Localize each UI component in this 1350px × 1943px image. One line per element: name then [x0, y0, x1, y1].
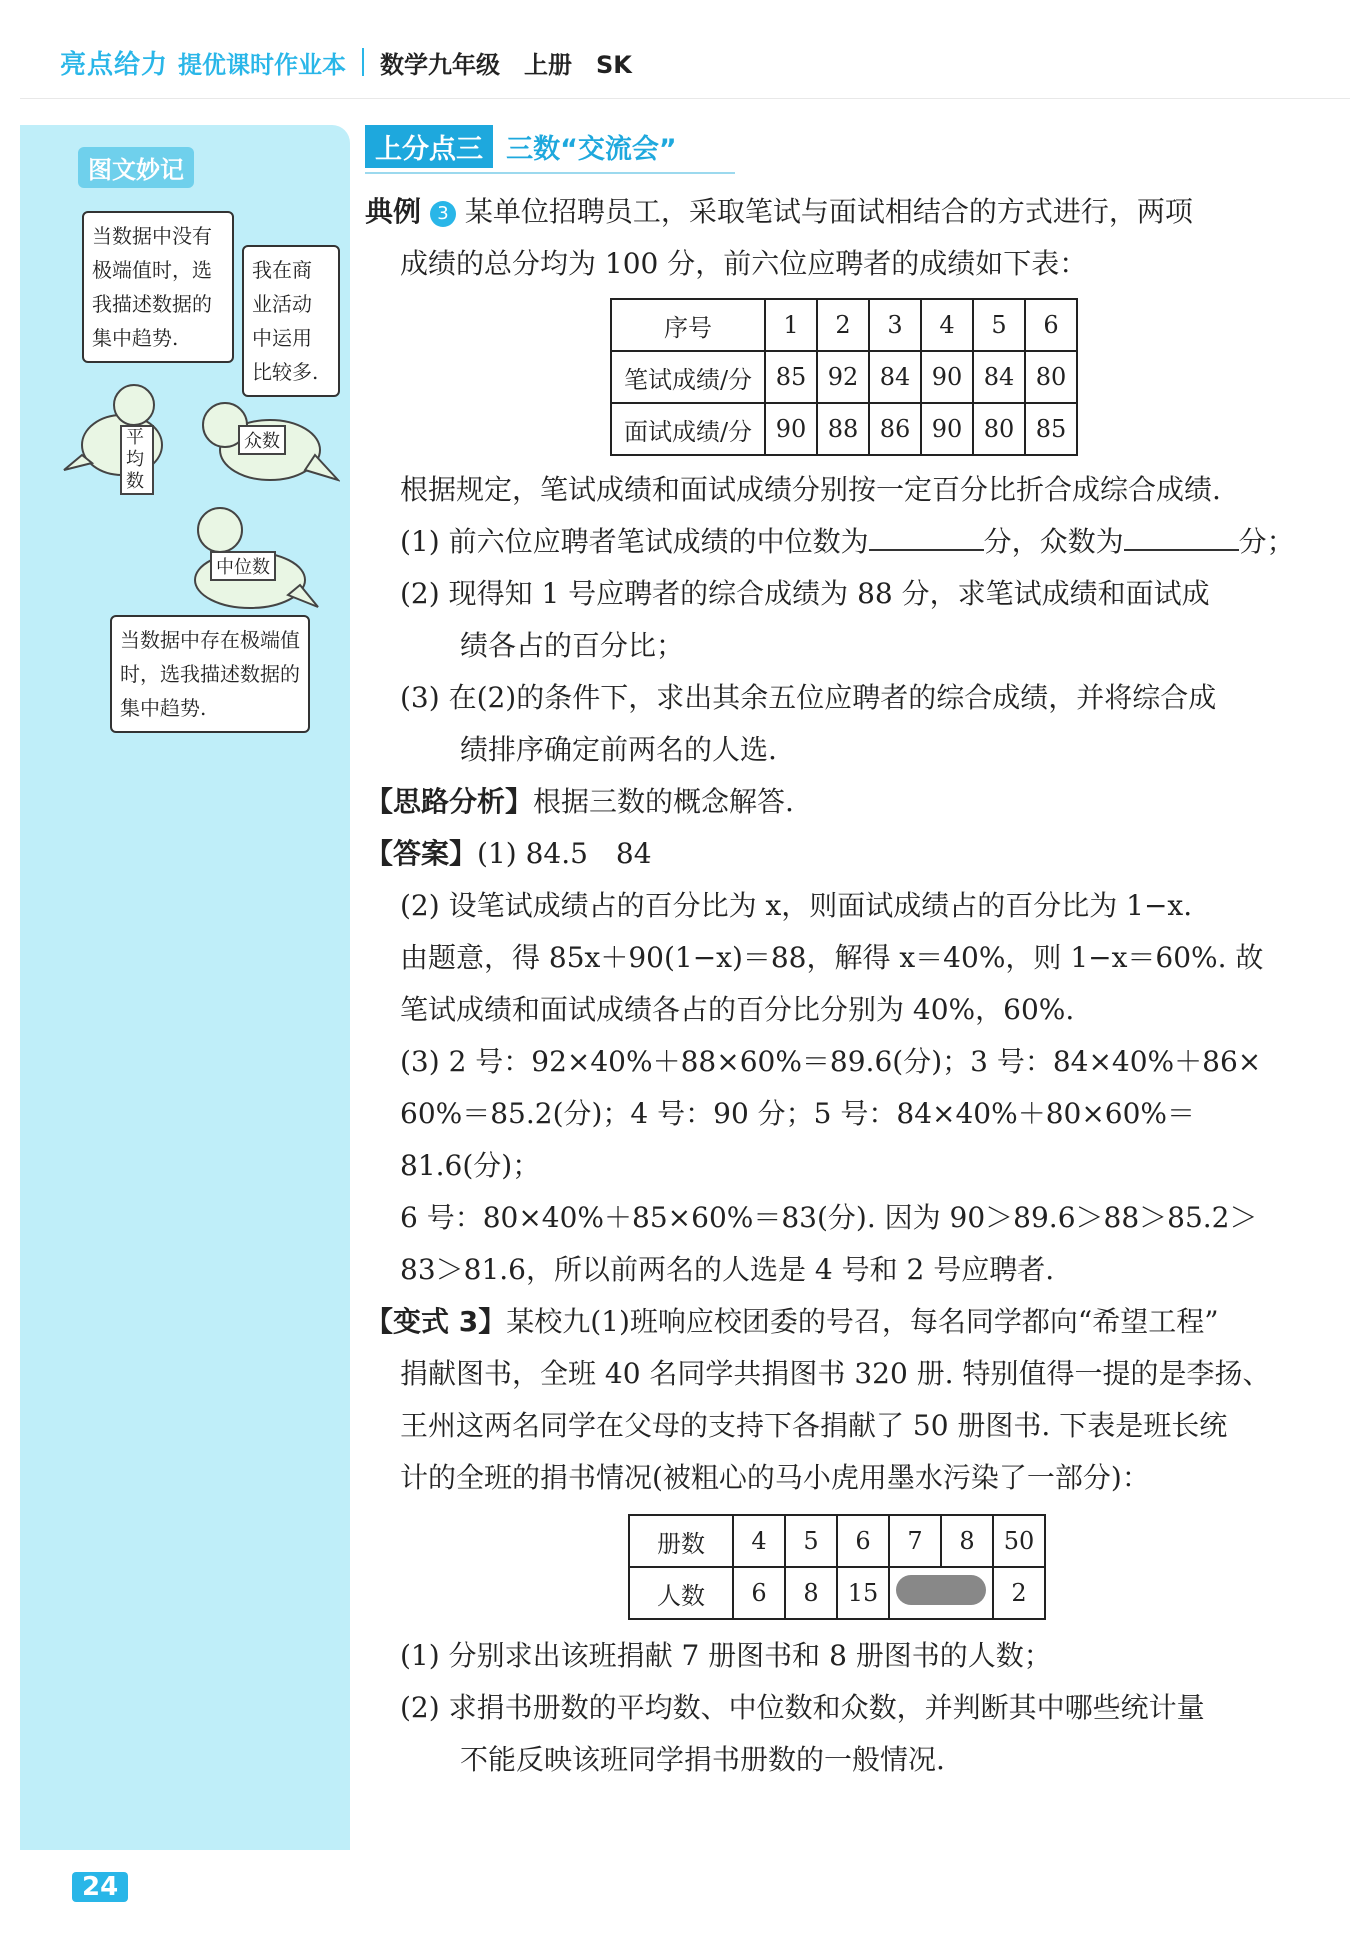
question-2-line1: (2) 现得知 1 号应聘者的综合成绩为 88 分，求笔试成绩和面试成 — [400, 577, 1210, 610]
example-intro-line1: 某单位招聘员工，采取笔试与面试相结合的方式进行，两项 — [464, 195, 1193, 228]
answer-1 — [365, 828, 1310, 880]
table-cell: 6 — [733, 1567, 785, 1619]
table-cell: 80 — [973, 403, 1025, 455]
dino-mean-label: 平均数 — [120, 425, 154, 495]
table-cell: 5 — [973, 299, 1025, 351]
variant-question-2-line2: 不能反映该班同学捐书册数的一般情况. — [460, 1743, 945, 1776]
ink-stain — [896, 1575, 986, 1605]
variant-line4: 计的全班的捐书情况(被粗心的马小虎用墨水污染了一部分)： — [400, 1461, 1150, 1494]
answer-text: (1) 84.5 84 — [477, 837, 652, 870]
variant-line1 — [365, 1296, 1310, 1348]
question-text: (1) 前六位应聘者笔试成绩的中位数为 — [400, 525, 869, 558]
table-cell: 面试成绩/分 — [611, 403, 765, 455]
variant-label: 【变式 3】 — [365, 1305, 507, 1338]
page-header — [60, 42, 632, 82]
table-cell: 88 — [817, 403, 869, 455]
table-cell: 5 — [785, 1515, 837, 1567]
answer-2-line3: 笔试成绩和面试成绩各占的百分比分别为 40%，60%. — [400, 993, 1075, 1026]
example-rule: 根据规定，笔试成绩和面试成绩分别按一定百分比折合成综合成绩. — [400, 473, 1221, 506]
table-cell: 85 — [765, 351, 817, 403]
table-cell: 6 — [1025, 299, 1077, 351]
table-cell: 84 — [869, 351, 921, 403]
table-row — [611, 351, 1077, 403]
table-cell: 15 — [837, 1567, 889, 1619]
donation-table — [628, 1514, 1046, 1620]
answer-3-line2: 60%＝85.2(分)；4 号：90 分；5 号：84×40%＋80×60%＝81.6(分)； — [400, 1097, 1196, 1182]
table-cell: 86 — [869, 403, 921, 455]
dino-median-label: 中位数 — [210, 551, 276, 581]
table-cell: 笔试成绩/分 — [611, 351, 765, 403]
table-row — [611, 403, 1077, 455]
question-text: 分，众数为 — [983, 525, 1124, 558]
table-cell: 7 — [889, 1515, 941, 1567]
section-badge: 上分点三 — [365, 125, 493, 168]
table-row — [629, 1515, 1045, 1567]
table-cell: 3 — [869, 299, 921, 351]
header-rule — [20, 98, 1350, 99]
speech-bubble-median: 当数据中存在极端值时，选我描述数据的集中趋势. — [110, 615, 310, 733]
variant-question-2-line1: (2) 求捐书册数的平均数、中位数和众数，并判断其中哪些统计量 — [400, 1691, 1205, 1724]
table-cell: 85 — [1025, 403, 1077, 455]
section-title: 三数“交流会” — [506, 134, 677, 165]
variant-text: 某校九(1)班响应校团委的号召，每名同学都向“希望工程” — [506, 1305, 1219, 1338]
answer-2-line1: (2) 设笔试成绩占的百分比为 x，则面试成绩占的百分比为 1−x. — [400, 889, 1193, 922]
example-label: 典例 — [365, 195, 422, 228]
section-header — [365, 125, 1310, 174]
answer-2-line2: 由题意，得 85x＋90(1−x)＝88，解得 x＝40%，则 1−x＝60%. 故 — [400, 941, 1264, 974]
table-cell: 2 — [993, 1567, 1045, 1619]
subject-title: 数学九年级 上册 SK — [380, 50, 632, 79]
answer-3-line1: (3) 2 号：92×40%＋88×60%＝89.6(分)；3 号：84×40%＋86× — [400, 1045, 1262, 1078]
table-cell: 6 — [837, 1515, 889, 1567]
page-number: 24 — [72, 1872, 128, 1902]
table-cell: 50 — [993, 1515, 1045, 1567]
table-cell: 90 — [921, 351, 973, 403]
ink-stain-cell — [889, 1567, 993, 1619]
table-cell: 4 — [921, 299, 973, 351]
table-cell: 90 — [765, 403, 817, 455]
question-1 — [365, 516, 1310, 568]
example-number: 3 — [430, 201, 456, 227]
question-text: 分； — [1238, 525, 1295, 558]
table-cell: 序号 — [611, 299, 765, 351]
header-divider — [362, 48, 364, 76]
analysis-label: 【思路分析】 — [365, 785, 534, 818]
table-cell: 册数 — [629, 1515, 733, 1567]
table-cell: 84 — [973, 351, 1025, 403]
table-cell: 4 — [733, 1515, 785, 1567]
example-intro-line2: 成绩的总分均为 100 分，前六位应聘者的成绩如下表： — [400, 247, 1088, 280]
answer-blank — [869, 525, 984, 551]
table-row — [611, 299, 1077, 351]
answer-blank — [1124, 525, 1239, 551]
variant-line3: 王州这两名同学在父母的支持下各捐献了 50 册图书. 下表是班长统 — [400, 1409, 1228, 1442]
series-title: 提优课时作业本 — [178, 50, 347, 79]
table-cell: 2 — [817, 299, 869, 351]
table-cell: 8 — [941, 1515, 993, 1567]
table-cell: 8 — [785, 1567, 837, 1619]
table-cell: 人数 — [629, 1567, 733, 1619]
table-cell: 92 — [817, 351, 869, 403]
example-intro — [365, 186, 1310, 238]
score-table — [610, 298, 1078, 456]
analysis-text: 根据三数的概念解答. — [533, 785, 794, 818]
section-underline — [365, 172, 735, 174]
sidebar-title: 图文妙记 — [78, 147, 194, 188]
table-cell: 90 — [921, 403, 973, 455]
question-2-line2: 绩各占的百分比； — [460, 629, 685, 662]
main-content — [365, 125, 1310, 1786]
variant-line2: 捐献图书，全班 40 名同学共捐图书 320 册. 特别值得一提的是李扬、 — [400, 1357, 1271, 1390]
brand-logo: 亮点给力 — [60, 49, 169, 80]
speech-bubble-mean: 当数据中没有极端值时，选我描述数据的集中趋势. — [82, 211, 234, 363]
analysis — [365, 776, 1310, 828]
dino-mode-label: 众数 — [238, 425, 286, 455]
answer-3-line4: 83＞81.6，所以前两名的人选是 4 号和 2 号应聘者. — [400, 1253, 1055, 1286]
question-3-line2: 绩排序确定前两名的人选. — [460, 733, 777, 766]
answer-3-line3: 6 号：80×40%＋85×60%＝83(分). 因为 90＞89.6＞88＞85.2＞ — [400, 1201, 1258, 1234]
speech-bubble-mode: 我在商业活动中运用比较多. — [242, 245, 340, 397]
sidebar-panel — [20, 125, 350, 1850]
table-cell: 80 — [1025, 351, 1077, 403]
answer-label: 【答案】 — [365, 837, 478, 870]
variant-question-1: (1) 分别求出该班捐献 7 册图书和 8 册图书的人数； — [400, 1639, 1052, 1672]
table-cell: 1 — [765, 299, 817, 351]
question-3-line1: (3) 在(2)的条件下，求出其余五位应聘者的综合成绩，并将综合成 — [400, 681, 1217, 714]
table-row — [629, 1567, 1045, 1619]
